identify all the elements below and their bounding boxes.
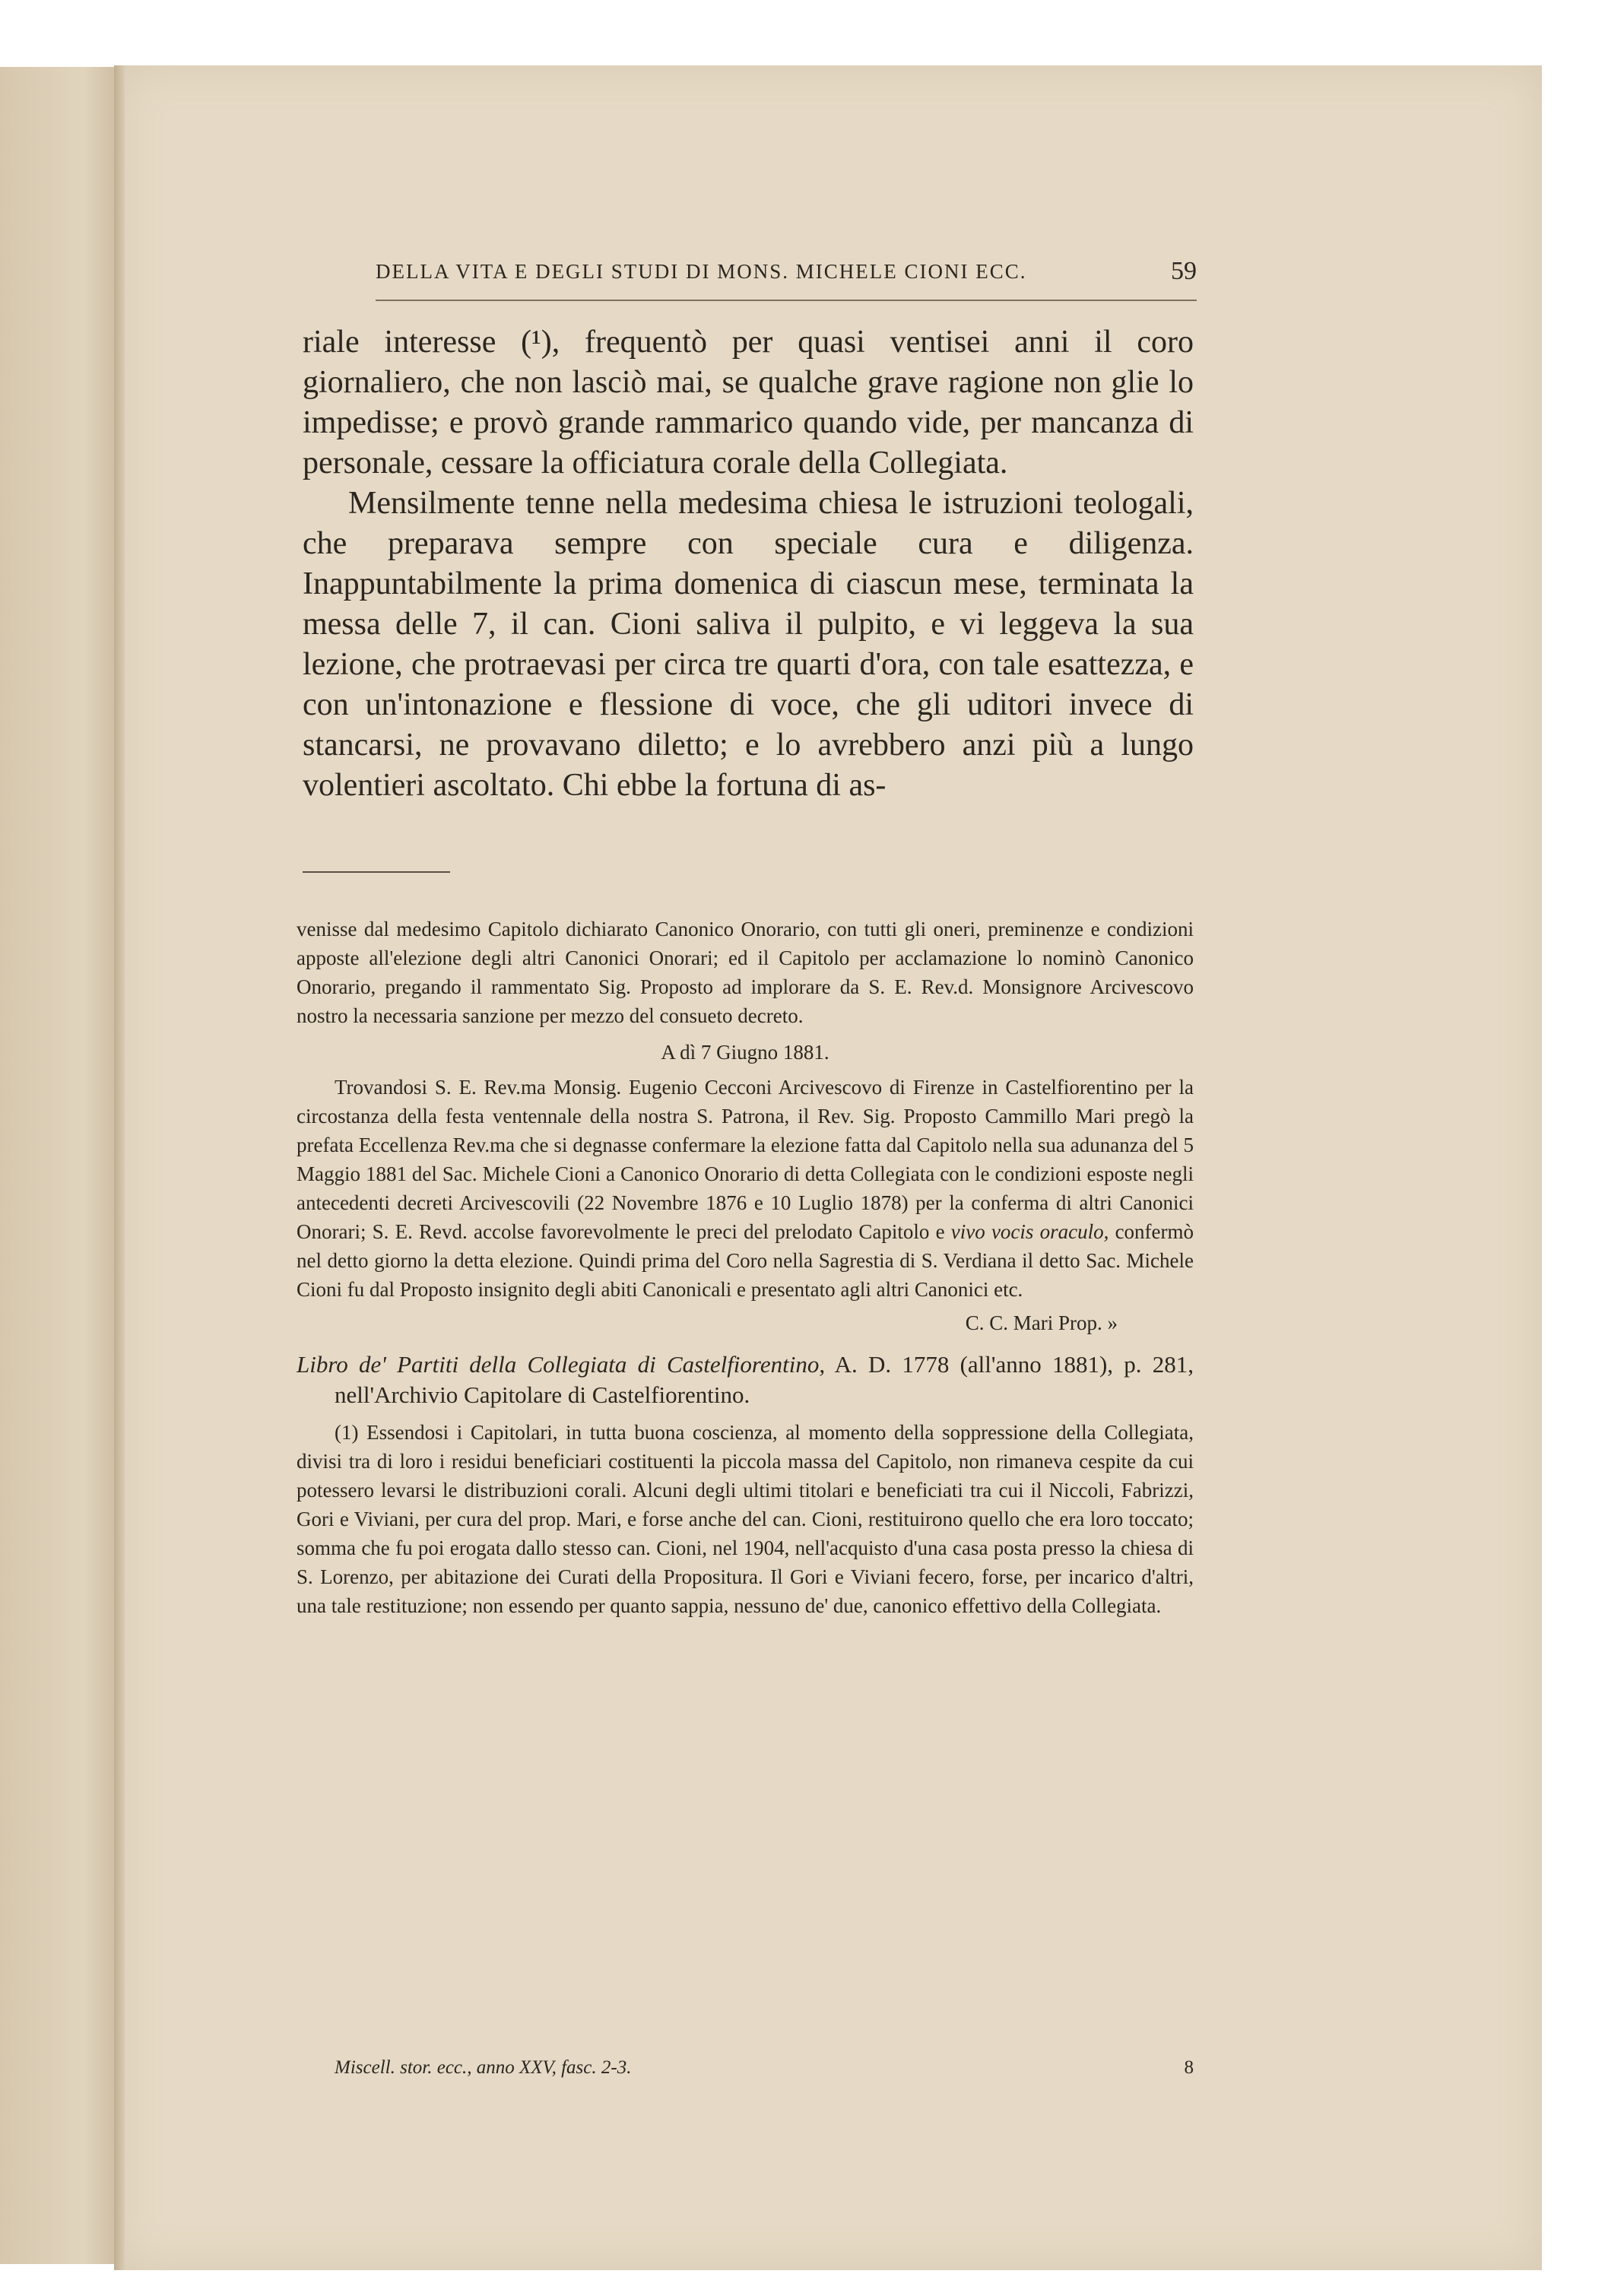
decree-text — [297, 1073, 1194, 1304]
decree-date: A dì 7 Giugno 1881. — [661, 1041, 829, 1064]
main-text — [303, 322, 1194, 806]
decree-text-b: confermò nel detto giorno la detta elezione. Quindi prima del Coro nella Sagrestia di S. Verdiana il detto Sac. Michele Cioni fu dal Proposto insignito degli abiti Canonicali e presentato agli altri Canonici etc. — [297, 1220, 1194, 1301]
printer-signature — [335, 2057, 1194, 2088]
running-head — [376, 257, 1197, 290]
paragraph-1: riale interesse (¹), frequentò per quasi ventisei anni il coro giornaliero, che non lasciò mai, se qualche grave ragione non glie lo impedisse; e provò grande rammarico quando vide, per mancanza di personale, cessare la officiatura corale della Collegiata. — [303, 325, 1194, 480]
footnote-1: (1) Essendosi i Capitolari, in tutta buona coscienza, al momento della soppressione della Collegiata, divisi tra di loro i residui beneficiari costituenti la piccola massa del Capitolo, non rimaneva cespite da cui potessero levarsi le distribuzioni corali. Alcuni degli ultimi titolari e beneficiati tra cui il Niccoli, Fabrizzi, Gori e Viviani, per cura del prop. Mari, e forse anche del can. Cioni, restituirono quello che era loro toccato; somma che fu poi erogata dallo stesso can. Cioni, nel 1904, nell'acquisto d'una casa posta presso la chiesa di S. Lorenzo, per abitazione dei Curati della Propositura. Il Gori e Viviani fecero, forse, per incarico d'altri, una tale restituzione; non essendo per quanto sappia, nessuno de' due, canonico effettivo della Collegiata. — [297, 1421, 1194, 1617]
source-citation — [297, 1349, 1194, 1410]
sheet-number: 8 — [1184, 2057, 1194, 2078]
journal-signature: Miscell. stor. ecc., anno XXV, fasc. 2-3. — [335, 2057, 632, 2078]
page-gutter — [114, 65, 125, 2270]
facing-page-edge — [0, 67, 119, 2264]
page-number: 59 — [1171, 257, 1197, 285]
decree-signature: C. C. Mari Prop. » — [965, 1311, 1118, 1334]
note-continuation: venisse dal medesimo Capitolo dichiarato Canonico Onorario, con tutti gli oneri, preminenze e condizioni apposte all'elezione degli altri Canonici Onorari; ed il Capitolo per acclamazione lo nominò Canonico Onorario, pregando il rammentato Sig. Proposto ad implorare da S. E. Rev.d. Monsignore Arcivescovo nostro la necessaria sanzione per mezzo del consueto decreto. — [297, 918, 1194, 1027]
header-rule — [376, 300, 1197, 301]
decree-text-a: Trovandosi S. E. Rev.ma Monsig. Eugenio Cecconi Arcivescovo di Firenze in Castelfiorentino per la circostanza della festa ventennale della nostra S. Patrona, il Rev. Sig. Proposto Cammillo Mari pregò la prefata Eccellenza Rev.ma che si degnasse confermare la elezione fatta dal Capitolo nella sua adunanza del 5 Maggio 1881 del Sac. Michele Cioni a Canonico Onorario di detta Collegiata con le condizioni esposte negli antecedenti decreti Arcivescovili (22 Novembre 1876 e 10 Luglio 1878) per la conferma di altri Canonici Onorari; S. E. Revd. accolse favorevolmente le preci del prelodato Capitolo e — [297, 1076, 1194, 1243]
decree-latin-phrase: vivo vocis oraculo, — [950, 1220, 1109, 1243]
running-title: DELLA VITA E DEGLI STUDI DI MONS. MICHELE CIONI ECC. — [376, 260, 1027, 283]
paragraph-2: Mensilmente tenne nella medesima chiesa le istruzioni teologali, che preparava sempre con speciale cura e diligenza. Inappuntabilmente la prima domenica di ciascun mese, terminata la messa delle 7, il can. Cioni saliva il pulpito, e vi leggeva la sua lezione, che protraevasi per circa tre quarti d'ora, con tale esattezza, e con un'intonazione e flessione di voce, che gli uditori invece di stancarsi, ne provavano diletto; e lo avrebbero anzi più a lungo volentieri ascoltato. Chi ebbe la fortuna di as- — [303, 486, 1194, 803]
source-detail: A. D. 1778 (all'anno 1881), p. 281, nell'Archivio Capitolare di Castelfiorentino. — [335, 1351, 1194, 1408]
source-title: Libro de' Partiti della Collegiata di Castelfiorentino, — [297, 1351, 826, 1378]
footnotes — [297, 915, 1194, 1620]
footnote-rule — [303, 871, 450, 873]
